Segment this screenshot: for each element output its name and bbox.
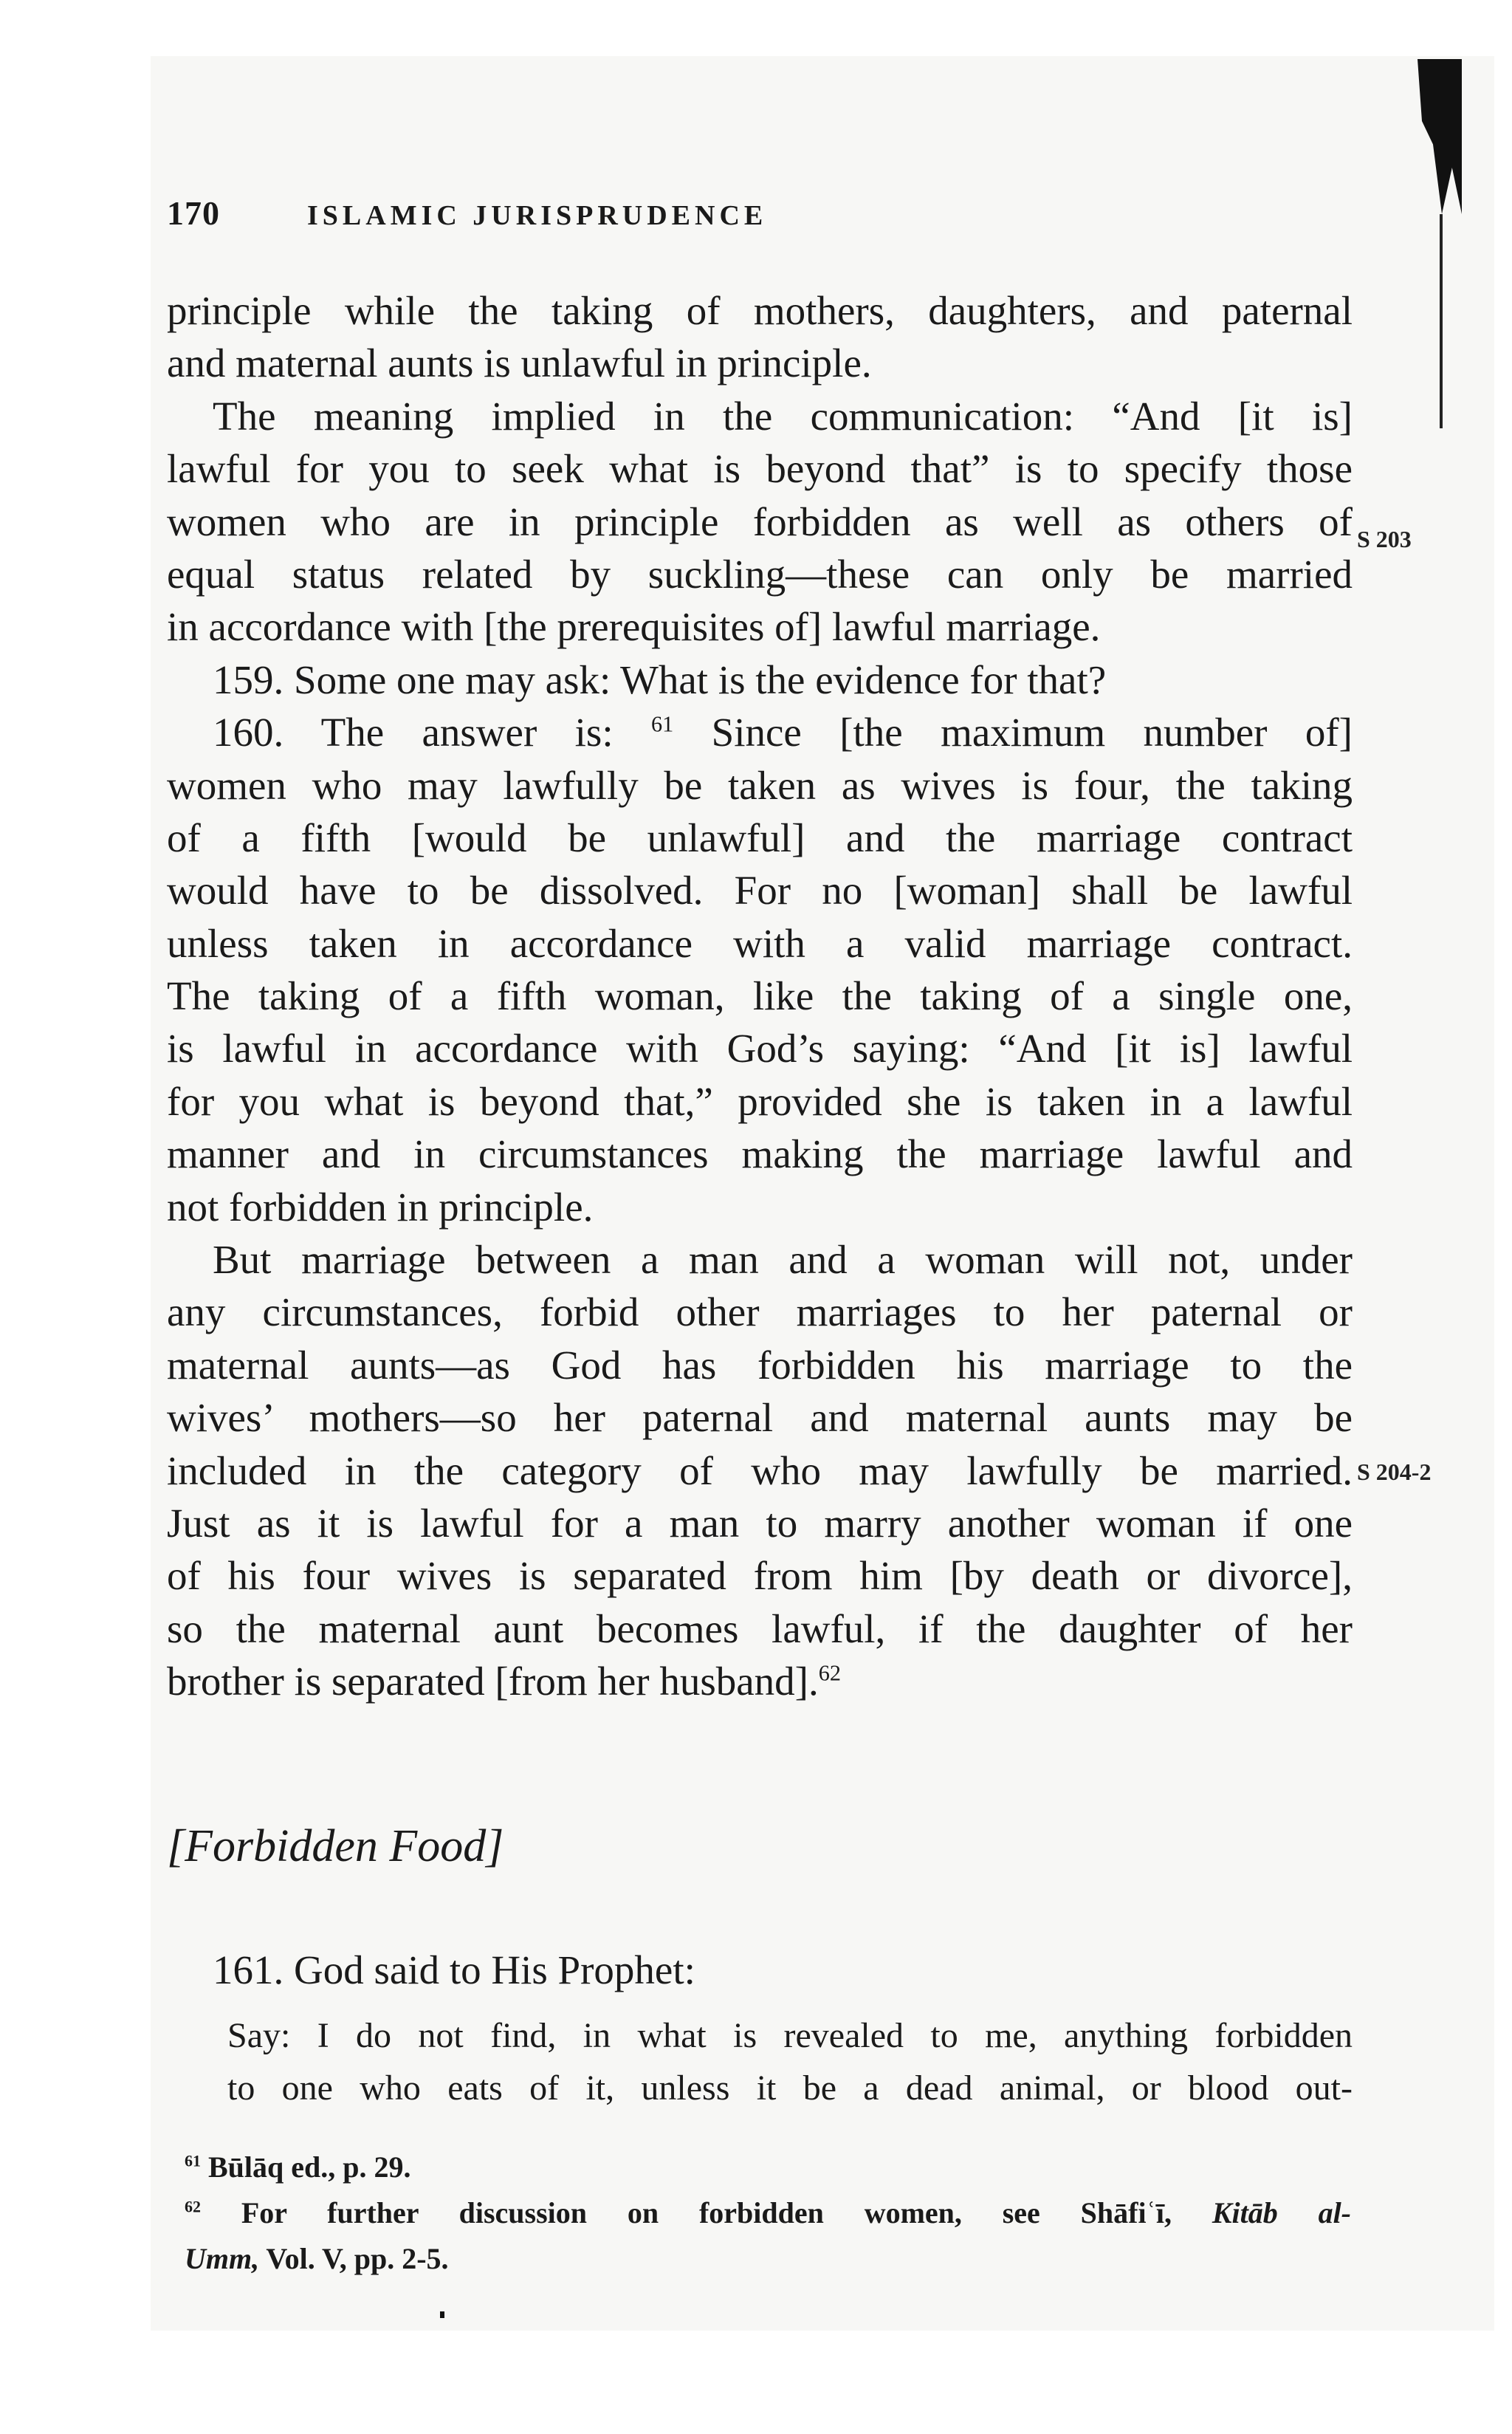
- page-number: 170: [167, 194, 220, 232]
- body-line: The taking of a fifth woman, like the taking of a single one,: [167, 973, 1353, 1019]
- body-line: manner and in circumstances making the marriage lawful and: [167, 1131, 1353, 1177]
- quote-line: to one who eats of it, unless it be a dead animal, or blood out-: [227, 2068, 1353, 2108]
- footnote-62-continued: [185, 2236, 1351, 2282]
- margin-note-s203: S 203: [1357, 526, 1412, 552]
- body-line-with-footnote: [167, 706, 1353, 758]
- body-line: of a fifth [would be unlawful] and the marriage contract: [167, 815, 1353, 860]
- scan-speck: [440, 2311, 444, 2318]
- body-line: for you what is beyond that,” provided she is taken in a lawful: [167, 1078, 1353, 1124]
- body-line: women who may lawfully be taken as wives is four, the taking: [167, 762, 1353, 808]
- body-line: But marriage between a man and a woman will not, under: [213, 1237, 1353, 1283]
- running-head: [167, 193, 767, 233]
- footnote-61: [185, 2145, 1351, 2190]
- footnote-number: 62: [185, 2197, 201, 2216]
- body-line: not forbidden in principle.: [167, 1184, 594, 1230]
- footnote-ref-62: 62: [818, 1660, 841, 1686]
- body-line: wives’ mothers—so her paternal and maternal aunts may be: [167, 1395, 1353, 1441]
- body-line: principle while the taking of mothers, daughters, and paternal: [167, 288, 1353, 333]
- body-line: and maternal aunts is unlawful in principle.: [167, 340, 872, 386]
- footnote-text: Vol. V, pp. 2-5.: [266, 2242, 449, 2275]
- paragraph-160-rest: Since [the maximum number of]: [711, 710, 1353, 755]
- paragraph-160-start: 160. The answer is:: [213, 710, 614, 755]
- paragraph-161: 161. God said to His Prophet:: [213, 1947, 695, 1992]
- body-line: so the maternal aunt becomes lawful, if the daughter of her: [167, 1605, 1353, 1651]
- body-line: would have to be dissolved. For no [woman] shall be lawful: [167, 868, 1353, 913]
- footnote-book-title: Kitāb al-: [1212, 2196, 1351, 2229]
- body-line: lawful for you to seek what is beyond that” is to specify those: [167, 446, 1353, 492]
- body-line-with-footnote: [167, 1655, 1353, 1707]
- binding-edge-line: [1440, 214, 1443, 428]
- footnote-62: [185, 2190, 1351, 2236]
- body-line: 159. Some one may ask: What is the evidence for that?: [213, 657, 1107, 702]
- footnote-text: For further discussion on forbidden women, see Shāfiʿī,: [241, 2196, 1172, 2229]
- body-line: unless taken in accordance with a valid marriage contract.: [167, 920, 1353, 966]
- footnotes: [185, 2145, 1351, 2282]
- body-line: any circumstances, forbid other marriages to her paternal or: [167, 1289, 1353, 1335]
- body-line: The meaning implied in the communication: “And [it is]: [213, 393, 1353, 439]
- section-heading: [Forbidden Food]: [167, 1821, 504, 1871]
- body-line: maternal aunts—as God has forbidden his marriage to the: [167, 1342, 1353, 1388]
- body-line: in accordance with [the prerequisites of] lawful marriage.: [167, 604, 1101, 650]
- body-text: [167, 284, 1353, 1708]
- footnote-number: 61: [185, 2151, 201, 2170]
- body-line: of his four wives is separated from him [by death or divorce],: [167, 1553, 1353, 1599]
- margin-note-s204: S 204-2: [1357, 1458, 1432, 1485]
- body-line: women who are in principle forbidden as well as others of: [167, 498, 1353, 544]
- quran-quote: [227, 2010, 1353, 2116]
- book-title: ISLAMIC JURISPRUDENCE: [307, 200, 768, 231]
- body-line: equal status related by suckling—these can only be married: [167, 551, 1353, 597]
- body-line-text: brother is separated [from her husband].: [167, 1659, 819, 1704]
- body-line: Just as it is lawful for a man to marry another woman if one: [167, 1500, 1353, 1546]
- body-line: is lawful in accordance with God’s saying: “And [it is] lawful: [167, 1026, 1353, 1072]
- body-line: included in the category of who may lawfully be married.: [167, 1447, 1353, 1493]
- quote-line: Say: I do not find, in what is revealed to me, anything forbidden: [227, 2016, 1353, 2055]
- footnote-book-title: Umm,: [185, 2242, 260, 2275]
- footnote-text: Būlāq ed., p. 29.: [208, 2150, 411, 2184]
- footnote-ref-61: 61: [651, 711, 674, 737]
